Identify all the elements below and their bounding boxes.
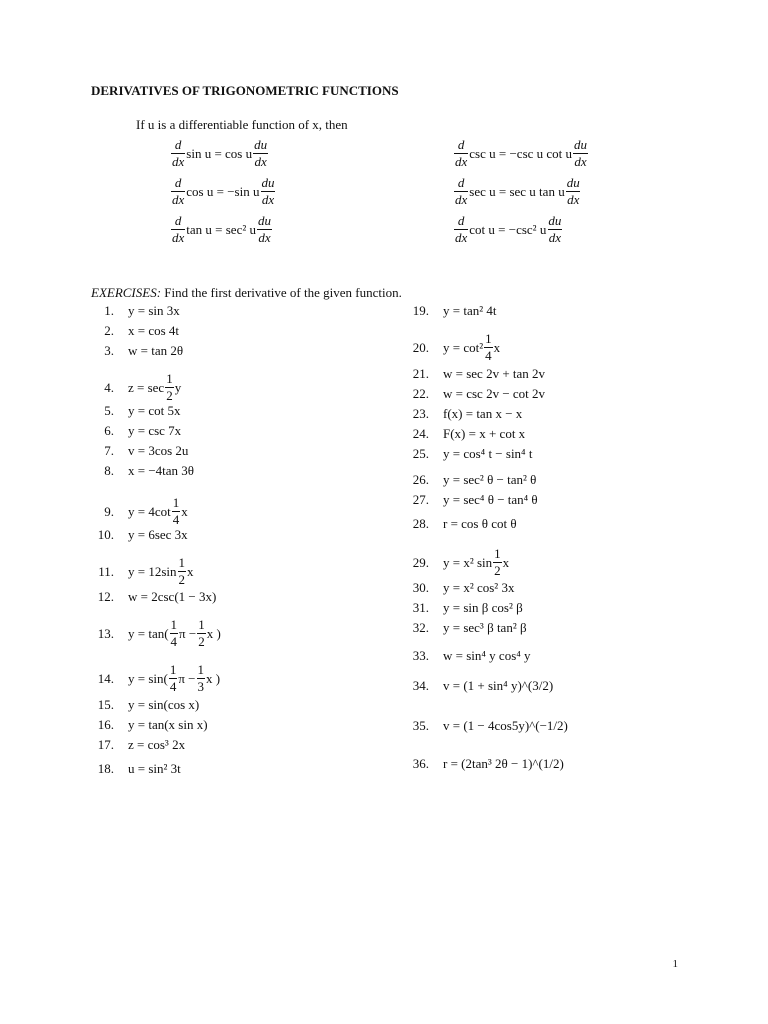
fraction-numerator: d	[174, 213, 182, 228]
exercise-text: x )	[206, 670, 221, 686]
exercise-number: 16.	[97, 717, 114, 732]
intro-text: If u is a differentiable function of x, then	[136, 117, 348, 132]
chain-factor	[257, 213, 272, 246]
chain-factor	[253, 137, 268, 170]
page-title: DERIVATIVES OF TRIGONOMETRIC FUNCTIONS	[91, 83, 399, 98]
fraction-denominator: 2	[494, 563, 501, 578]
exercise-function	[128, 662, 220, 695]
exercise-item	[90, 617, 221, 650]
exercise-item	[405, 492, 538, 508]
exercise-number: 10.	[97, 527, 114, 542]
exercise-number: 8.	[104, 463, 114, 478]
exercise-number: 5.	[104, 403, 114, 418]
exercise-number: 11.	[98, 563, 114, 579]
exercise-text: w = sin⁴ y cos⁴ y	[443, 648, 531, 663]
exercise-number: 31.	[412, 600, 429, 615]
exercise-fraction	[165, 371, 174, 404]
fraction-numerator: d	[457, 213, 465, 228]
fraction-denominator: 2	[166, 388, 173, 403]
rule-expression: cot u = −csc² u	[469, 221, 547, 237]
fraction-numerator: 1	[197, 662, 204, 677]
fraction-denominator: dx	[261, 192, 275, 207]
exercise-function	[128, 737, 185, 753]
exercise-item	[405, 516, 517, 532]
exercise-text: y = cos⁴ t − sin⁴ t	[443, 446, 533, 461]
exercise-number: 29.	[412, 554, 429, 570]
exercise-function	[128, 323, 179, 339]
exercise-function	[128, 423, 181, 439]
exercise-function	[443, 546, 509, 579]
exercise-item	[90, 589, 216, 605]
exercise-item	[405, 678, 553, 694]
rule-expression: sin u = cos u	[186, 145, 253, 161]
exercise-number: 33.	[412, 648, 429, 663]
exercise-item	[405, 331, 500, 364]
exercise-fraction	[484, 331, 493, 364]
fraction-denominator: 4	[172, 512, 180, 527]
exercise-number: 25.	[412, 446, 429, 461]
derivative-rule-left-1	[170, 137, 269, 170]
fraction-denominator: dx	[254, 154, 267, 169]
fraction-denominator: dx	[548, 230, 561, 245]
exercise-function	[443, 648, 531, 664]
exercise-number: 26.	[412, 472, 429, 487]
exercise-text: v = 3cos 2u	[128, 443, 189, 458]
exercise-text: x	[493, 339, 501, 355]
exercise-item	[90, 323, 179, 339]
exercise-number: 13.	[97, 625, 114, 641]
exercise-item	[90, 737, 185, 753]
exercise-number: 23.	[412, 406, 429, 421]
exercise-text: F(x) = x + cot x	[443, 426, 526, 441]
exercise-number: 30.	[412, 580, 429, 595]
exercise-fraction	[197, 617, 206, 650]
fraction-numerator: 1	[166, 371, 173, 386]
exercise-function	[443, 331, 500, 364]
exercise-text: x	[181, 503, 188, 519]
fraction-numerator: d	[457, 137, 465, 152]
derivative-operator	[171, 213, 185, 246]
exercise-item	[405, 546, 509, 579]
exercise-function	[128, 617, 221, 650]
exercise-text: y = sec⁴ θ − tan⁴ θ	[443, 492, 538, 507]
exercise-number: 17.	[97, 737, 114, 752]
derivative-rule-right-2	[453, 175, 582, 208]
fraction-numerator: 1	[170, 617, 178, 632]
fraction-numerator: 1	[178, 555, 186, 570]
exercise-text: y = tan² 4t	[443, 303, 497, 318]
exercise-number: 36.	[412, 756, 429, 771]
exercise-number: 6.	[104, 423, 114, 438]
exercise-item	[90, 463, 194, 479]
exercise-function	[128, 343, 183, 359]
rule-expression: sec u = sec u tan u	[469, 183, 565, 199]
exercise-text: y = sin β cos² β	[443, 600, 523, 615]
derivative-rule-left-2	[170, 175, 276, 208]
page-number: 1	[672, 958, 678, 970]
fraction-denominator: dx	[455, 192, 468, 207]
exercise-text: π −	[179, 625, 197, 641]
exercise-text: π −	[178, 670, 196, 686]
exercise-text: y = sec² θ − tan² θ	[443, 472, 537, 487]
exercise-item	[405, 648, 531, 664]
chain-factor	[566, 175, 581, 208]
exercise-text: z = sec	[128, 379, 165, 395]
fraction-denominator: dx	[567, 192, 580, 207]
exercise-item	[90, 761, 181, 777]
exercise-function	[128, 697, 199, 713]
exercise-number: 22.	[412, 386, 429, 401]
exercise-item	[405, 406, 522, 422]
fraction-denominator: 2	[178, 572, 186, 587]
exercise-text: y = 6sec 3x	[128, 527, 188, 542]
exercise-text: x	[187, 563, 194, 579]
exercise-number: 28.	[412, 516, 429, 531]
fraction-numerator: du	[258, 213, 271, 228]
exercise-number: 24.	[412, 426, 429, 441]
exercise-text: f(x) = tan x − x	[443, 406, 523, 421]
fraction-denominator: 3	[197, 679, 204, 694]
exercise-text: x	[502, 554, 510, 570]
exercise-item	[90, 443, 188, 459]
exercise-function	[443, 600, 523, 616]
exercise-number: 20.	[412, 339, 429, 355]
exercise-function	[443, 756, 564, 772]
exercise-fraction	[170, 617, 179, 650]
exercise-number: 4.	[104, 379, 114, 395]
exercise-function	[128, 403, 180, 419]
exercise-function	[128, 717, 208, 733]
exercise-function	[443, 366, 545, 382]
exercise-text: y = 12sin	[128, 563, 177, 579]
exercise-function	[443, 472, 536, 488]
exercise-item	[405, 580, 514, 596]
fraction-numerator: 1	[494, 546, 501, 561]
exercise-fraction	[169, 662, 178, 695]
exercise-item	[90, 403, 180, 419]
exercise-number: 12.	[97, 589, 114, 604]
exercise-function	[443, 386, 545, 402]
exercise-number: 35.	[412, 718, 429, 733]
derivative-rule-left-3	[170, 213, 273, 246]
exercise-number: 15.	[97, 697, 114, 712]
exercise-text: y = tan(x sin x)	[128, 717, 208, 732]
exercise-number: 2.	[104, 323, 114, 338]
fraction-denominator: dx	[172, 192, 185, 207]
exercises-instruction: Find the first derivative of the given function.	[164, 285, 402, 300]
exercise-item	[405, 303, 496, 319]
fraction-denominator: 2	[198, 634, 205, 649]
exercise-fraction	[197, 662, 206, 695]
exercise-text: u = sin² 3t	[128, 761, 181, 776]
fraction-numerator: d	[174, 137, 182, 152]
exercise-text: x = −4tan 3θ	[128, 463, 195, 478]
derivative-operator	[171, 137, 185, 170]
exercise-item	[90, 717, 208, 733]
fraction-denominator: dx	[172, 230, 185, 245]
exercise-text: v = (1 − 4cos5y)^(−1/2)	[443, 718, 568, 733]
rule-expression: cos u = −sin u	[186, 183, 260, 199]
rule-expression: csc u = −csc u cot u	[469, 145, 573, 161]
exercise-text: w = sec 2v + tan 2v	[443, 366, 546, 381]
fraction-numerator: 1	[172, 495, 180, 510]
exercise-item	[405, 620, 527, 636]
exercise-text: y = x² sin	[443, 554, 493, 570]
exercise-function	[443, 446, 532, 462]
exercise-fraction	[172, 495, 181, 528]
fraction-numerator: d	[174, 175, 182, 190]
exercise-function	[128, 555, 194, 588]
fraction-denominator: 4	[169, 679, 177, 694]
exercise-text: y = tan(	[128, 625, 169, 641]
fraction-numerator: 1	[485, 331, 492, 346]
exercise-function	[128, 371, 181, 404]
exercise-function	[128, 303, 180, 319]
fraction-numerator: du	[574, 137, 588, 152]
exercise-item	[90, 697, 199, 713]
exercise-item	[90, 527, 188, 543]
exercise-text: x )	[206, 625, 221, 641]
exercise-number: 19.	[412, 303, 429, 318]
fraction-numerator: 1	[198, 617, 205, 632]
exercise-text: w = 2csc(1 − 3x)	[128, 589, 217, 604]
exercise-function	[443, 718, 568, 734]
chain-factor	[573, 137, 588, 170]
derivative-rule-right-1	[453, 137, 589, 170]
exercise-text: x = cos 4t	[128, 323, 180, 338]
fraction-denominator: dx	[455, 154, 468, 169]
exercise-text: y = sec³ β tan² β	[443, 620, 527, 635]
exercise-function	[443, 303, 496, 319]
exercise-item	[405, 472, 536, 488]
exercise-number: 1.	[104, 303, 114, 318]
fraction-numerator: 1	[169, 662, 177, 677]
fraction-denominator: 4	[170, 634, 178, 649]
fraction-denominator: dx	[574, 154, 587, 169]
exercise-text: v = (1 + sin⁴ y)^(3/2)	[443, 678, 554, 693]
exercise-item	[405, 366, 545, 382]
exercise-number: 34.	[412, 678, 429, 693]
exercise-item	[405, 446, 532, 462]
exercise-text: y	[174, 379, 182, 395]
exercise-function	[443, 516, 517, 532]
exercise-item	[405, 756, 564, 772]
exercise-item	[90, 555, 194, 588]
exercise-number: 27.	[412, 492, 429, 507]
exercise-item	[405, 718, 568, 734]
exercise-text: y = sin 3x	[128, 303, 180, 318]
exercise-item	[90, 662, 220, 695]
exercise-text: y = csc 7x	[128, 423, 182, 438]
exercise-number: 21.	[412, 366, 429, 381]
exercise-function	[443, 492, 538, 508]
exercise-item	[90, 371, 181, 404]
derivative-rule-right-3	[453, 213, 563, 246]
exercise-number: 14.	[97, 670, 114, 686]
exercise-fraction	[493, 546, 502, 579]
exercise-item	[90, 303, 180, 319]
derivative-operator	[171, 175, 185, 208]
exercise-number: 7.	[104, 443, 114, 458]
exercise-number: 18.	[97, 761, 114, 776]
exercise-function	[443, 678, 553, 694]
fraction-numerator: du	[254, 137, 268, 152]
exercise-text: y = cot 5x	[128, 403, 181, 418]
rule-expression: tan u = sec² u	[186, 221, 256, 237]
exercise-text: r = cos θ cot θ	[443, 516, 517, 531]
chain-factor	[260, 175, 275, 208]
derivative-operator	[454, 175, 468, 208]
exercise-number: 3.	[104, 343, 114, 358]
chain-factor	[547, 213, 562, 246]
fraction-numerator: du	[548, 213, 562, 228]
fraction-numerator: du	[566, 175, 580, 190]
exercise-item	[405, 426, 525, 442]
exercise-text: y = 4cot	[128, 503, 171, 519]
exercise-item	[90, 343, 183, 359]
fraction-denominator: 4	[485, 348, 492, 363]
exercise-function	[128, 463, 194, 479]
exercise-function	[443, 620, 527, 636]
exercise-text: y = sin(	[128, 670, 168, 686]
fraction-denominator: dx	[455, 230, 468, 245]
exercise-item	[405, 386, 545, 402]
exercises-label: EXERCISES:	[91, 285, 162, 300]
fraction-denominator: dx	[258, 230, 271, 245]
exercise-number: 9.	[104, 503, 114, 519]
exercises-heading	[91, 285, 402, 301]
exercise-function	[128, 589, 216, 605]
fraction-denominator: dx	[172, 154, 185, 169]
derivative-operator	[454, 213, 468, 246]
exercise-item	[405, 600, 523, 616]
exercise-function	[128, 761, 181, 777]
exercise-text: z = cos³ 2x	[128, 737, 186, 752]
exercise-text: y = cot²	[443, 339, 484, 355]
derivative-operator	[454, 137, 468, 170]
exercise-function	[128, 443, 188, 459]
exercise-function	[443, 426, 525, 442]
fraction-numerator: d	[457, 175, 465, 190]
exercise-text: w = tan 2θ	[128, 343, 184, 358]
exercise-text: y = x² cos² 3x	[443, 580, 515, 595]
exercise-number: 32.	[412, 620, 429, 635]
exercise-item	[90, 495, 188, 528]
exercise-text: r = (2tan³ 2θ − 1)^(1/2)	[443, 756, 564, 771]
exercise-text: w = csc 2v − cot 2v	[443, 386, 546, 401]
exercise-item	[90, 423, 181, 439]
exercise-function	[128, 495, 188, 528]
exercise-function	[443, 406, 522, 422]
exercise-function	[443, 580, 514, 596]
fraction-numerator: du	[261, 175, 275, 190]
exercise-fraction	[178, 555, 187, 588]
exercise-function	[128, 527, 188, 543]
exercise-text: y = sin(cos x)	[128, 697, 200, 712]
